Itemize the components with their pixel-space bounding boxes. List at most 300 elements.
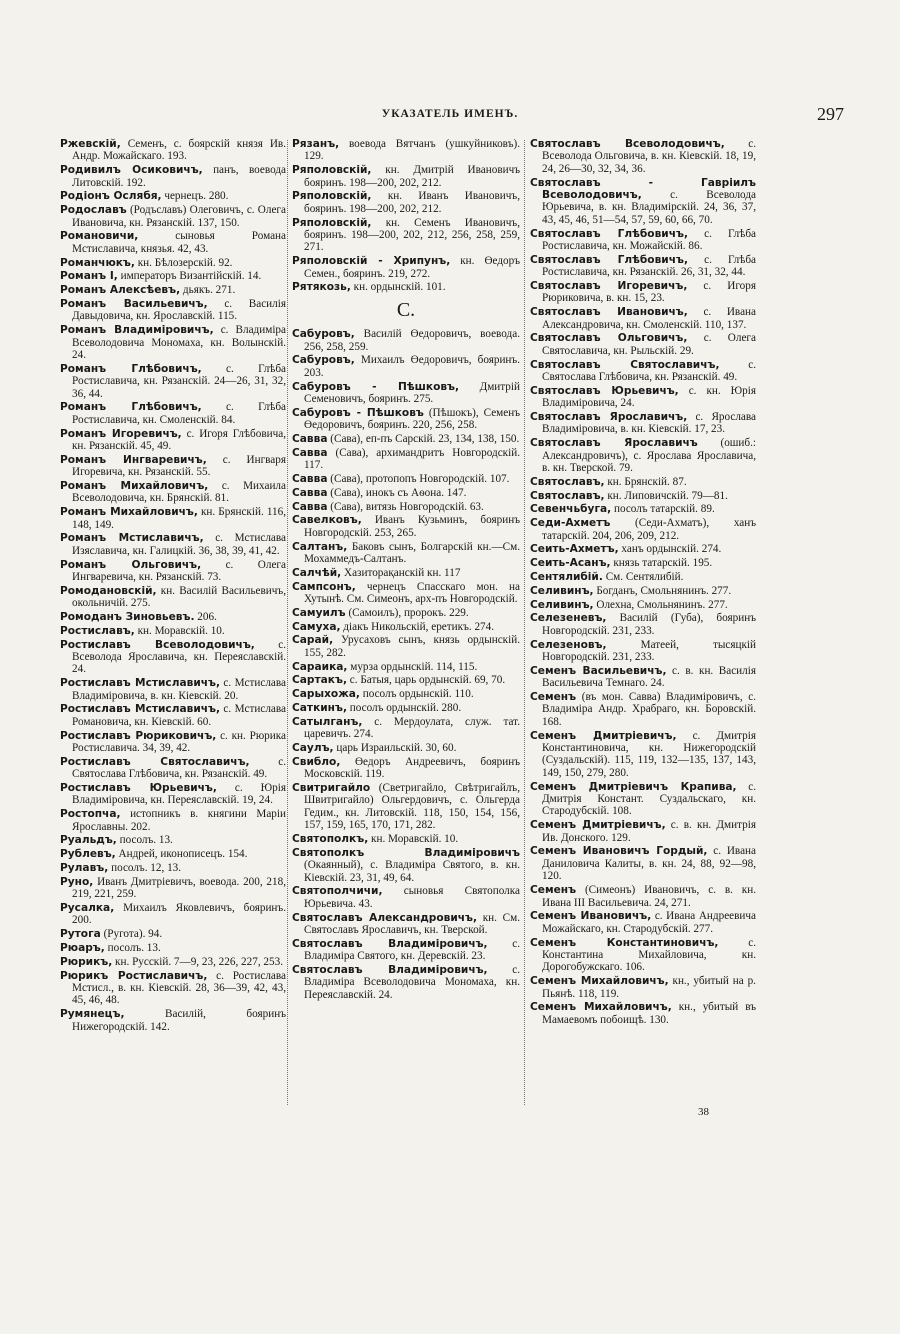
index-entry xyxy=(60,703,286,728)
entry-headword: Святополчичи, xyxy=(292,885,383,898)
entry-headword: Родіонъ Ослябя, xyxy=(60,190,162,203)
index-entry xyxy=(60,611,286,623)
column-divider xyxy=(287,140,288,1105)
entry-headword: Сатылганъ, xyxy=(292,715,363,728)
entry-text: (Сава), протопопъ Новгородскій. 107. xyxy=(327,473,510,486)
entry-headword: Сарай, xyxy=(292,634,334,647)
entry-text: с. Мстислава Изяславича, кн. Галицкій. 36, 38, 39, 41, 42. xyxy=(72,532,286,557)
entry-headword: Сабуровъ - Пѣшковъ, xyxy=(292,380,460,393)
index-entry xyxy=(292,716,520,741)
index-entry xyxy=(60,585,286,610)
entry-headword: Родивилъ Осиковичъ, xyxy=(60,164,203,177)
entry-headword: Сабуровъ - Пѣшковъ xyxy=(292,406,424,419)
index-entry xyxy=(60,428,286,453)
entry-text: Баковъ сынъ, Болгарскій кн.—См. Мохаммедъ-Салтанъ. xyxy=(304,540,520,566)
index-entry xyxy=(60,756,286,781)
entry-headword: Святославъ Владиміровичъ, xyxy=(292,964,488,977)
entry-headword: Святославъ Игоревичъ, xyxy=(530,280,688,293)
entry-headword: Самуха, xyxy=(292,620,341,633)
entry-headword: Ростиславъ, xyxy=(60,624,135,637)
index-entry xyxy=(60,730,286,755)
entry-text: чернецъ Спасскаго мон. на Хутынѣ. См. Симеонъ, арх-пъ Новгородскій. xyxy=(304,580,520,606)
index-entry xyxy=(530,910,756,935)
entry-text: Матеей, тысяцкій Новгородскій. 231, 233. xyxy=(542,638,756,664)
entry-text: Андрей, иконописецъ. 154. xyxy=(115,848,248,861)
entry-headword: Рятякозь, xyxy=(292,281,351,294)
index-column-1 xyxy=(60,138,286,1034)
entry-text: кн. Моравскій. 10. xyxy=(368,833,459,846)
index-entry xyxy=(60,848,286,860)
index-entry xyxy=(60,928,286,940)
index-entry xyxy=(530,819,756,844)
index-entry xyxy=(292,281,520,293)
index-entry xyxy=(292,621,520,633)
entry-headword: Ряполовскій, xyxy=(292,216,372,229)
entry-text: с. Игоря Рюриковича, в. кн. 15, 23. xyxy=(542,280,756,305)
entry-text: Олехна, Смольнянинъ. 277. xyxy=(593,598,728,611)
index-entry xyxy=(292,833,520,845)
entry-text: кн. См. Святославъ Ярославичъ, кн. Тверской. xyxy=(304,911,520,937)
index-entry xyxy=(530,557,756,569)
entry-headword: Савелковъ, xyxy=(292,514,362,527)
entry-text: с. Всеволода Ольговича, в. кн. Кіевскій. 18, 19, 24, 26—30, 32, 34, 36. xyxy=(542,138,756,175)
entry-headword: Ряполовскій - Хрипунъ, xyxy=(292,255,451,268)
entry-headword: Святославъ, xyxy=(530,489,605,502)
index-entry xyxy=(60,204,286,229)
entry-headword: Романъ Владиміровичъ, xyxy=(60,324,214,337)
index-entry xyxy=(292,702,520,714)
entry-text: мурза ордынскій. 114, 115. xyxy=(347,660,478,673)
entry-headword: Ряполовскій, xyxy=(292,190,372,203)
entry-headword: Семенъ Васильевичъ, xyxy=(530,664,667,677)
index-entry xyxy=(530,781,756,818)
entry-text: См. Сентялибій. xyxy=(602,571,684,584)
entry-text: с. Ярослава Владиміровича, в. кн. Кіевскій. 17, 23. xyxy=(542,411,756,436)
entry-headword: Рюрикъ Ростиславичъ, xyxy=(60,969,208,982)
entry-text: кн. Семенъ Ивановичъ, бояринъ. 198—200, 202, 212, 256, 258, 259, 271. xyxy=(304,216,520,254)
entry-headword: Святославъ Ярославичъ xyxy=(530,437,698,450)
index-entry xyxy=(530,437,756,474)
index-entry xyxy=(530,411,756,436)
index-entry xyxy=(530,138,756,175)
index-entry xyxy=(292,255,520,280)
index-entry xyxy=(530,359,756,384)
entry-headword: Рюрикъ, xyxy=(60,955,113,968)
entry-headword: Романчюкъ, xyxy=(60,256,135,269)
entry-text: с. Святослава Глѣбовича, кн. Рязанскій. 49. xyxy=(542,358,757,384)
index-entry xyxy=(292,541,520,566)
entry-headword: Ростиславъ Юрьевичъ, xyxy=(60,782,217,795)
entry-text: кн. Бѣлозерскій. 92. xyxy=(134,256,233,269)
entry-headword: Романъ Ингваревичъ, xyxy=(60,453,207,466)
entry-text: ханъ ордынскій. 274. xyxy=(618,543,722,556)
index-entry xyxy=(530,691,756,728)
entry-headword: Селивинъ, xyxy=(530,598,594,611)
index-entry xyxy=(530,1001,756,1026)
index-entry xyxy=(530,599,756,611)
index-entry xyxy=(60,876,286,901)
entry-text: с. Батыя, царь ордынскій. 69, 70. xyxy=(346,674,506,687)
entry-text: с. Олега Святославича, кн. Рыльскій. 29. xyxy=(542,332,756,357)
index-entry xyxy=(60,454,286,479)
entry-headword: Савва xyxy=(292,473,328,486)
index-entry xyxy=(530,503,756,515)
entry-text: Михаилъ Өедоровичъ, бояринъ. 203. xyxy=(304,354,520,379)
index-entry xyxy=(60,284,286,296)
entry-text: Семенъ, с. боярскій князя Ив. Андр. Можайскаго. 193. xyxy=(72,138,286,163)
entry-text: с. Ингваря Игоревича, кн. Рязанскій. 55. xyxy=(72,453,286,479)
entry-headword: Романъ Ольговичъ, xyxy=(60,558,202,571)
index-entry xyxy=(292,782,520,832)
entry-text: с. в. кн. Дмитрія Ив. Донского. 129. xyxy=(542,819,756,844)
entry-headword: Сампсонъ, xyxy=(292,580,356,593)
index-entry xyxy=(292,381,520,406)
entry-headword: Святославъ Ярославичъ, xyxy=(530,411,688,424)
entry-headword: Ростопча, xyxy=(60,808,121,821)
entry-headword: Семенъ Дмитріевичъ Крапива, xyxy=(530,780,737,793)
entry-headword: Русалка, xyxy=(60,902,115,915)
index-entry xyxy=(292,473,520,485)
entry-text: кн. Василій Васильевичъ, окольничій. 275. xyxy=(72,584,286,610)
entry-headword: Самуилъ xyxy=(292,606,346,619)
entry-text: (въ мон. Савва) Владиміровичъ, с. Владиміра Андр. Храбраго, кн. Боровскій. 168. xyxy=(542,691,756,728)
entry-headword: Сабуровъ, xyxy=(292,328,355,341)
entry-text: Дмитрій Семеновичъ, бояринъ. 275. xyxy=(304,380,520,406)
entry-headword: Седи-Ахметъ xyxy=(530,517,611,530)
entry-text: Михаилъ Яковлевичъ, бояринъ. 200. xyxy=(72,902,286,927)
page-number: 297 xyxy=(817,104,844,124)
index-entry xyxy=(60,230,286,255)
entry-text: с. Святослава Глѣбовича, кн. Рязанскій. 49. xyxy=(72,755,287,781)
entry-text: с. Дмитрія Констант. Суздальскаго, кн. Стародубскій. 108. xyxy=(542,780,757,818)
index-entry xyxy=(292,487,520,499)
entry-text: дьякъ. 271. xyxy=(180,284,236,297)
entry-headword: Семенъ Михайловичъ, xyxy=(530,1001,672,1014)
entry-text: с. Мердоулата, служ. тат. царевичъ. 274. xyxy=(304,715,520,741)
entry-headword: Ряполовскій, xyxy=(292,164,372,177)
entry-text: с. кн. Юрія Владиміровича, 24. xyxy=(542,384,756,410)
index-entry xyxy=(292,433,520,445)
entry-text: (Сава), витязь Новгородскій. 63. xyxy=(327,500,484,513)
entry-text: (Самоилъ), пророкъ. 229. xyxy=(345,606,469,619)
entry-text: с. Глѣба Ростиславича, кн. Смоленскій. 84. xyxy=(72,401,287,426)
index-entry xyxy=(60,190,286,202)
entry-headword: Семенъ Константиновичъ, xyxy=(530,936,719,949)
entry-text: чернецъ. 280. xyxy=(161,190,229,203)
entry-headword: Святославъ Всеволодовичъ, xyxy=(530,138,725,150)
entry-text: с. Ростислава Мстисл., в. кн. Кіевскій. 28, 36—39, 42, 43, 45, 46, 48. xyxy=(72,969,286,1007)
entry-headword: Сеить-Ахметъ, xyxy=(530,543,619,556)
entry-text: Василій (Губа), бояринъ Новгородскій. 231, 233. xyxy=(542,612,756,637)
running-head: УКАЗАТЕЛЬ ИМЕНЪ. xyxy=(381,108,519,120)
index-entry xyxy=(530,571,756,583)
index-entry xyxy=(292,328,520,353)
index-entry xyxy=(530,476,756,488)
entry-text: сыновья Романа Мстиславича, князья. 42, 43. xyxy=(72,230,286,255)
entry-headword: Ромодановскій, xyxy=(60,584,157,597)
entry-text: с. Михаила Всеволодовича, кн. Брянскій. 81. xyxy=(72,480,286,505)
entry-headword: Романъ Глѣбовичъ, xyxy=(60,401,202,414)
entry-text: (Светригайло, Свѣтригайлъ, Швитригайло) Ольгердовичъ, с. Ольгерда Гедим., кн. Литовскій. 118, 150, 154, 156, 157, 159, 165, 170, 171, 282. xyxy=(304,782,520,832)
index-entry xyxy=(292,190,520,215)
index-entry xyxy=(292,354,520,379)
index-entry xyxy=(292,567,520,579)
index-entry xyxy=(60,1008,286,1033)
entry-text: с. Ивана Александровича, кн. Смоленскій. 110, 137. xyxy=(542,306,756,331)
entry-headword: Свибло, xyxy=(292,755,341,768)
entry-headword: Романъ Михайловичъ, xyxy=(60,506,198,519)
index-entry xyxy=(60,808,286,833)
entry-headword: Сартакъ, xyxy=(292,674,347,687)
entry-headword: Рутога xyxy=(60,928,101,941)
index-entry xyxy=(60,506,286,531)
index-entry xyxy=(60,639,286,676)
entry-headword: Салчѣй, xyxy=(292,566,342,579)
index-entry xyxy=(60,956,286,968)
index-entry xyxy=(60,270,286,282)
entry-text: посолъ татарскій. 89. xyxy=(611,503,715,516)
index-entry xyxy=(292,661,520,673)
entry-text: с. Олега Ингваревича, кн. Рязанскій. 73. xyxy=(72,558,286,584)
page-header xyxy=(60,104,844,128)
index-entry xyxy=(60,480,286,505)
entry-text: с. Владиміра Святого, кн. Деревскій. 23. xyxy=(304,937,520,963)
entry-headword: Святославъ Глѣбовичъ, xyxy=(530,227,688,240)
entry-headword: Ростиславъ Мстиславичъ, xyxy=(60,703,220,716)
entry-headword: Святославъ Юрьевичъ, xyxy=(530,384,679,397)
index-entry xyxy=(530,280,756,305)
index-entry xyxy=(60,324,286,361)
index-entry xyxy=(292,885,520,910)
entry-headword: Семенъ Ивановичъ Гордый, xyxy=(530,845,708,858)
entry-text: (Симеонъ) Ивановичъ, с. в. кн. Ивана III Васильевича. 24, 271. xyxy=(542,884,756,909)
entry-headword: Святославъ Александровичъ, xyxy=(292,911,478,924)
entry-text: кн. Өедоръ Семен., бояринъ. 219, 272. xyxy=(304,255,520,280)
entry-text: царь Израильскій. 30, 60. xyxy=(333,742,457,755)
index-entry xyxy=(60,363,286,400)
entry-headword: Святополкъ Владиміровичъ xyxy=(292,846,520,859)
entry-headword: Рязанъ, xyxy=(292,138,340,150)
index-entry xyxy=(292,756,520,781)
index-entry xyxy=(530,228,756,253)
entry-text: кн. Моравскій. 10. xyxy=(134,624,225,637)
entry-headword: Ржевскій, xyxy=(60,138,121,150)
entry-headword: Рюаръ, xyxy=(60,942,105,955)
index-entry xyxy=(60,257,286,269)
entry-text: Богданъ, Смольнянинъ. 277. xyxy=(593,584,732,597)
entry-text: діакъ Никольскій, еретикъ. 274. xyxy=(340,620,495,633)
entry-headword: Семенъ xyxy=(530,691,577,704)
entry-text: с. Юрія Владиміровича, кн. Переяславскій. 19, 24. xyxy=(72,782,286,807)
entry-text: Хазиторақанскій кн. 117 xyxy=(341,566,461,579)
entry-headword: Севенчьбуга, xyxy=(530,503,612,516)
entry-headword: Романовичи, xyxy=(60,230,139,243)
entry-headword: Савва xyxy=(292,500,328,513)
entry-text: кн. Иванъ Ивановичъ, бояринъ. 198—200, 202, 212. xyxy=(304,190,520,215)
entry-text: (Пѣшокъ), Семенъ Өедоровичъ, бояринъ. 220, 256, 258. xyxy=(304,406,520,432)
index-entry xyxy=(530,517,756,542)
entry-text: с. Всеволода Ярославича, кн. Переяславскій. 24. xyxy=(72,638,287,676)
entry-headword: Руно, xyxy=(60,875,94,888)
entry-headword: Ростиславъ Святославичъ, xyxy=(60,755,250,768)
entry-headword: Румянецъ, xyxy=(60,1008,125,1021)
index-entry xyxy=(530,332,756,357)
entry-headword: Сараика, xyxy=(292,660,348,673)
entry-headword: Свитригайло xyxy=(292,782,371,795)
entry-text: с. Дмитрія Константиновича, кн. Нижегородскій (Суздальскій). 115, 119, 132—135, 137, 143, 149, 150, 279, 280. xyxy=(542,729,756,779)
index-entry xyxy=(292,501,520,513)
index-entry xyxy=(530,306,756,331)
entry-text: посолъ. 12, 13. xyxy=(108,862,182,875)
entry-headword: Романъ Мстиславичъ, xyxy=(60,532,204,545)
entry-headword: Семенъ Михайловичъ, xyxy=(530,975,669,988)
index-entry xyxy=(60,559,286,584)
entry-text: князь татарскій. 195. xyxy=(610,557,713,570)
index-entry xyxy=(60,532,286,557)
entry-headword: Семенъ Дмитріевичъ, xyxy=(530,819,666,832)
entry-headword: Селивинъ, xyxy=(530,584,594,597)
entry-headword: Ростиславъ Рюриковичъ, xyxy=(60,729,217,742)
entry-text: с. Глѣба Ростиславича, кн. Можайскій. 86. xyxy=(542,227,756,253)
entry-headword: Романъ Глѣбовичъ, xyxy=(60,362,202,375)
entry-headword: Романъ Михайловичъ, xyxy=(60,480,209,493)
entry-text: (Сава), инокъ съ Аѳона. 147. xyxy=(327,486,467,499)
index-entry xyxy=(530,490,756,502)
entry-headword: Семенъ Ивановичъ, xyxy=(530,910,652,923)
entry-headword: Романъ Игоревичъ, xyxy=(60,427,182,440)
index-entry xyxy=(292,164,520,189)
entry-text: кн. ордынскій. 101. xyxy=(350,281,446,294)
index-entry xyxy=(60,625,286,637)
entry-text: с. кн. Рюрика Ростиславича. 34, 39, 42. xyxy=(72,729,286,755)
entry-headword: Святославъ - Гавріилъ Всеволодовичъ, xyxy=(530,176,756,202)
entry-text: (Сава), архимандритъ Новгородскій. 117. xyxy=(304,446,520,472)
index-entry xyxy=(60,164,286,189)
entry-headword: Семенъ Дмитріевичъ, xyxy=(530,729,677,742)
index-entry xyxy=(292,674,520,686)
entry-text: с. Василія Давыдовича, кн. Ярославскій. 115. xyxy=(72,298,286,323)
entry-text: императоръ Византійскій. 14. xyxy=(117,270,262,283)
index-entry xyxy=(530,385,756,410)
entry-text: (Родъславъ) Олеговичъ, с. Олега Ивановича, кн. Рязанскій. 137, 150. xyxy=(72,204,286,229)
entry-headword: Романъ Алексѣевъ, xyxy=(60,284,181,297)
entry-headword: Саулъ, xyxy=(292,742,334,755)
entry-text: кн., убитый на р. Пьянѣ. 118, 119. xyxy=(542,975,756,1000)
index-entry xyxy=(530,845,756,882)
entry-text: Иванъ Дмитріевичъ, воевода. 200, 218, 219, 221, 259. xyxy=(72,875,286,901)
index-entry xyxy=(292,688,520,700)
entry-headword: Святославъ Святославичъ, xyxy=(530,358,720,371)
entry-text: истопникъ в. княгини Маріи Ярославны. 202. xyxy=(72,808,286,833)
entry-text: посолъ. 13. xyxy=(116,834,173,847)
entry-headword: Сарыхожа, xyxy=(292,688,360,701)
entry-headword: Савва xyxy=(292,486,328,499)
entry-headword: Салтанъ, xyxy=(292,540,348,553)
index-entry xyxy=(292,964,520,1001)
entry-text: Василій Өедоровичъ, воевода. 256, 258, 259. xyxy=(304,328,520,353)
entry-text: с. Мстислава Владиміровича, в. кн. Кіевскій. 20. xyxy=(72,677,286,702)
entry-headword: Святославъ Ивановичъ, xyxy=(530,306,688,319)
index-entry xyxy=(60,970,286,1007)
column-divider xyxy=(524,140,525,1105)
entry-text: кн., убитый въ Мамаевомъ побоищѣ. 130. xyxy=(542,1001,756,1026)
entry-headword: Романъ Васильевичъ, xyxy=(60,298,208,310)
entry-headword: Ростиславъ Всеволодовичъ, xyxy=(60,638,255,651)
entry-text: Урусаховъ сынъ, князь ордынскій. 155, 282. xyxy=(304,634,520,659)
index-entry xyxy=(530,543,756,555)
entry-text: кн. Русскій. 7—9, 23, 226, 227, 253. xyxy=(112,955,284,968)
entry-text: с. Ивана Андреевича Можайскаго, кн. Стародубскій. 277. xyxy=(542,910,756,935)
index-entry xyxy=(292,217,520,254)
entry-headword: Рублевъ, xyxy=(60,848,116,861)
entry-headword: Святополкъ, xyxy=(292,833,369,846)
index-entry xyxy=(60,942,286,954)
index-entry xyxy=(292,407,520,432)
index-entry xyxy=(530,937,756,974)
entry-text: панъ, воевода Литовскій. 192. xyxy=(72,164,287,189)
index-entry xyxy=(292,938,520,963)
index-entry xyxy=(60,138,286,163)
entry-headword: Руальдъ, xyxy=(60,834,117,847)
entry-text: с. Всеволода Юрьевича, в. кн. Владимірскій. 24, 36, 37, 43, 45, 46, 51—54, 57, 59, 60, 66, 70. xyxy=(542,189,756,226)
index-entry xyxy=(292,634,520,659)
entry-text: посолъ ордынскій. 280. xyxy=(346,702,462,715)
entry-headword: Семенъ xyxy=(530,884,577,897)
index-entry xyxy=(292,138,520,163)
entry-text: посолъ. 13. xyxy=(104,942,161,955)
entry-text: с. Глѣба Ростиславича, кн. Рязанскій. 24—26, 31, 32, 36, 44. xyxy=(72,362,287,400)
entry-headword: Сабуровъ, xyxy=(292,354,355,367)
entry-headword: Савва xyxy=(292,446,328,459)
printer-signature: 38 xyxy=(698,1106,709,1118)
index-entry xyxy=(60,862,286,874)
entry-text: Василій, бояринъ Нижегородскій. 142. xyxy=(72,1008,286,1033)
entry-headword: Романъ І, xyxy=(60,270,118,283)
entry-text: воевода Вятчанъ (ушкуйниковъ). 129. xyxy=(304,138,520,163)
entry-text: с. Глѣба Ростиславича, кн. Рязанскій. 26, 31, 32, 44. xyxy=(542,253,756,279)
index-entry xyxy=(60,782,286,807)
section-letter: С. xyxy=(396,298,416,321)
entry-text: (Окаянный), с. Владиміра Святого, в. кн. Кіевскій. 23, 31, 49, 64. xyxy=(304,859,520,884)
entry-text: с. Константина Михайловича, кн. Дорогобужскаго. 106. xyxy=(542,936,756,974)
index-entry xyxy=(530,612,756,637)
index-entry xyxy=(530,585,756,597)
index-entry xyxy=(530,177,756,227)
index-column-3 xyxy=(530,138,756,1028)
entry-text: (Сава), еп-пъ Сарскій. 23, 134, 138, 150. xyxy=(327,433,520,446)
entry-text: с. Владиміра Всеволодовича Мономаха, кн. Волынскій. 24. xyxy=(72,324,286,362)
entry-headword: Святославъ Владиміровичъ, xyxy=(292,937,488,950)
index-column-2 xyxy=(292,138,520,1003)
entry-headword: Саткинъ, xyxy=(292,702,347,715)
index-entry xyxy=(292,581,520,606)
entry-headword: Ростиславъ Мстиславичъ, xyxy=(60,677,220,690)
index-entry xyxy=(292,447,520,472)
entry-text: кн. Липовичскій. 79—81. xyxy=(604,489,728,502)
entry-text: Иванъ Кузьминъ, бояринъ Новгородскій. 253, 265. xyxy=(304,514,520,539)
index-entry xyxy=(60,298,286,323)
index-entry xyxy=(60,401,286,426)
entry-headword: Сеить-Асанъ, xyxy=(530,557,611,570)
entry-headword: Святославъ Ольговичъ, xyxy=(530,332,688,345)
entry-headword: Ромоданъ Зиновьевъ. xyxy=(60,611,195,624)
index-entry xyxy=(292,514,520,539)
entry-text: кн. Брянскій. 87. xyxy=(604,475,687,488)
entry-text: (ошиб.: Александровичъ), с. Ярослава Ярославича, в. кн. Тверской. 79. xyxy=(542,437,756,475)
entry-headword: Селезеновъ, xyxy=(530,638,607,651)
entry-headword: Святославъ Глѣбовичъ, xyxy=(530,253,688,266)
entry-headword: Сентялибій. xyxy=(530,571,603,584)
